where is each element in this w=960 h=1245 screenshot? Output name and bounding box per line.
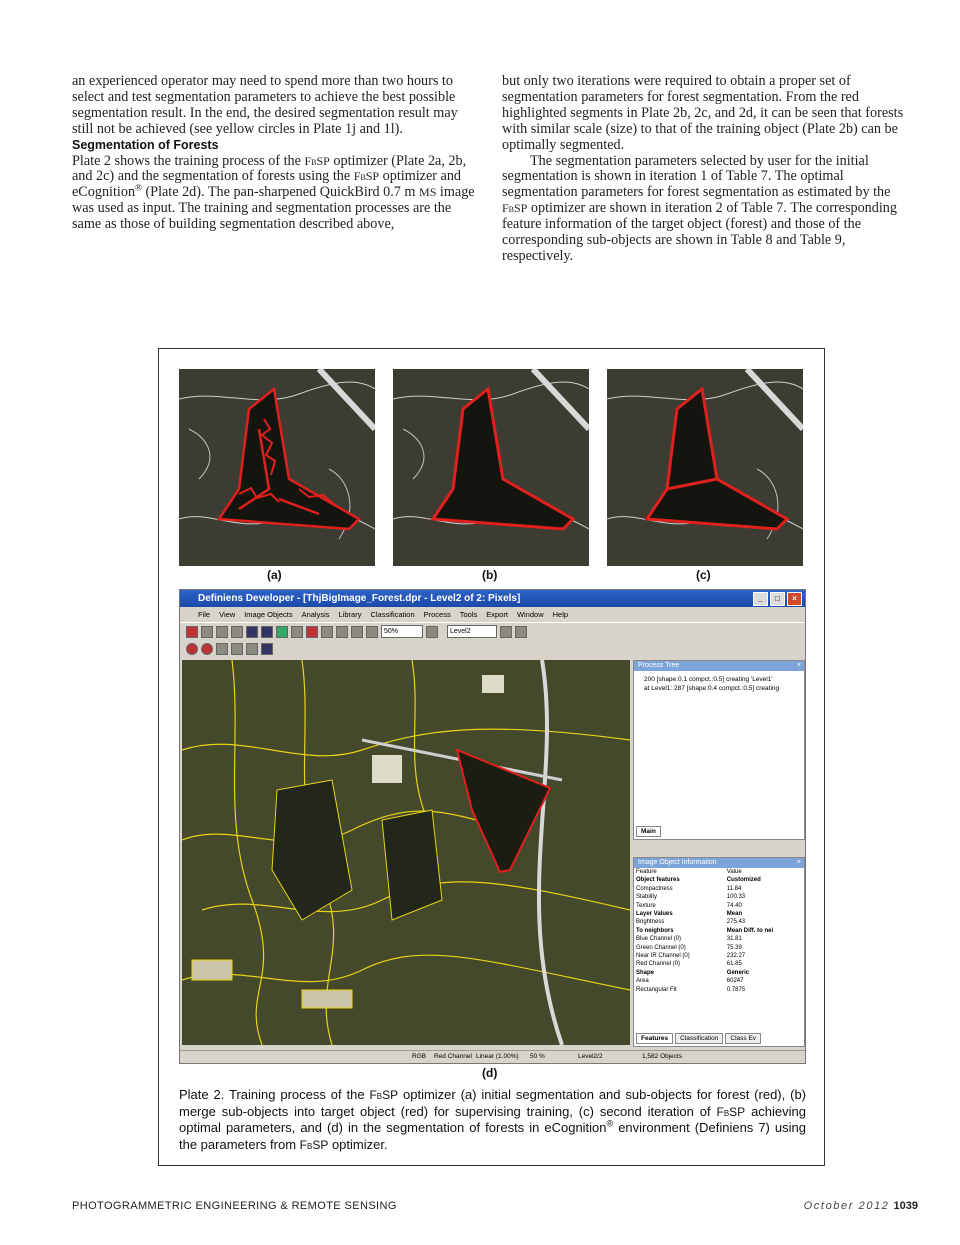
- status-stretch: Linear (1.00%): [476, 1053, 519, 1060]
- page-number: 1039: [893, 1200, 918, 1212]
- close-button[interactable]: ×: [787, 592, 802, 606]
- menu-view[interactable]: View: [219, 610, 236, 619]
- layer-icon[interactable]: [246, 626, 258, 638]
- stop-icon[interactable]: [186, 643, 198, 655]
- maximize-button[interactable]: □: [770, 592, 785, 606]
- right-column: [502, 74, 912, 265]
- tab-class-evaluation[interactable]: Class Ev: [725, 1033, 761, 1044]
- table-row[interactable]: Compactness 11.84: [636, 885, 742, 892]
- label-a: (a): [267, 568, 282, 582]
- section-heading: Segmentation of Forests: [72, 137, 219, 152]
- plate-caption: Plate 2. Training process of the FbSP optimizer (a) initial segmentation and sub-objects for forest (red), (b) merge sub-objects into target object (red) for supervising training, (c) second iteration of FbSP achieving optimal parameters, and (d) in the segmentation of forests in eCognition® environment (Definiens 7) using the parameters from FbSP optimizer.: [179, 1087, 807, 1152]
- secondary-toolbar: [180, 640, 805, 657]
- status-level: Level2/2: [578, 1053, 603, 1060]
- hand-icon[interactable]: [336, 626, 348, 638]
- menu-window[interactable]: Window: [516, 610, 544, 619]
- menu-process[interactable]: Process: [423, 610, 451, 619]
- process-row[interactable]: 200 [shape:0.1 compct.:0.5] creating 'Level1': [644, 676, 773, 683]
- open-icon[interactable]: [186, 626, 198, 638]
- right-paragraph-1: but only two iterations were required to obtain a proper set of segmentation parameters for forest segmentation. From the red highlighted segments in Plate 2b, 2c, and 2d, it can be seen that forests with similar scale (size) to that of the training object (Plate 2b) can be optimally segmented.: [502, 73, 904, 153]
- table-row[interactable]: Texture 74.40: [636, 902, 742, 909]
- minimize-button[interactable]: _: [753, 592, 768, 606]
- status-channel: Red Channel: [434, 1053, 472, 1060]
- undo-icon[interactable]: [216, 643, 228, 655]
- table-row[interactable]: To neighbors Mean Diff. to nei: [636, 927, 774, 934]
- definiens-window: [179, 589, 806, 1064]
- table-row[interactable]: Object features Customized: [636, 877, 761, 884]
- level-select[interactable]: Level2: [447, 625, 497, 638]
- menu-analysis[interactable]: Analysis: [301, 610, 330, 619]
- process-tree-panel: [633, 660, 805, 840]
- zoom-select[interactable]: 50%: [381, 625, 423, 638]
- view-icon[interactable]: [306, 626, 318, 638]
- status-zoom: 50 %: [530, 1053, 545, 1060]
- table-row[interactable]: Brightness 275.43: [636, 919, 746, 926]
- menu-export[interactable]: Export: [486, 610, 508, 619]
- issue-date: October 2012: [803, 1200, 890, 1212]
- class-icon[interactable]: [276, 626, 288, 638]
- save-icon[interactable]: [201, 626, 213, 638]
- plate-image-c: [607, 369, 803, 566]
- table-row[interactable]: Shape Generic: [636, 969, 750, 976]
- main-toolbar: [180, 622, 805, 640]
- info-panel-title: Image Object Information: [638, 859, 717, 866]
- arrow-up-icon[interactable]: [515, 626, 527, 638]
- fit-icon[interactable]: [426, 626, 438, 638]
- col-value: Value: [726, 869, 742, 875]
- table-header: [634, 868, 804, 876]
- table-row[interactable]: Near IR Channel (0) 232.27: [636, 953, 746, 960]
- table-row[interactable]: Stability 100.33: [636, 894, 746, 901]
- left-column: [72, 74, 482, 233]
- select-icon[interactable]: [321, 626, 333, 638]
- label-d: (d): [482, 1066, 498, 1080]
- close-icon[interactable]: ×: [796, 859, 801, 866]
- info-icon[interactable]: [201, 643, 213, 655]
- table-row[interactable]: Blue Channel (0) 31.81: [636, 936, 742, 943]
- process-tree-title: Process Tree: [638, 662, 680, 669]
- image-viewer[interactable]: [182, 660, 630, 1045]
- zoom-out-icon[interactable]: [366, 626, 378, 638]
- menu-image-objects[interactable]: Image Objects: [244, 610, 293, 619]
- grid-icon[interactable]: [261, 626, 273, 638]
- table-row[interactable]: Green Channel (0) 75.39: [636, 944, 742, 951]
- left-paragraph-2: Plate 2 shows the training process of the FbSP optimizer (Plate 2a, 2b, and 2c) and the segmentation of forests using the FbSP optimizer and eCognition® (Plate 2d). The pan-sharpened QuickBird 0.7 m MS image was used as input. The training and segmentation processes are the same as those of building segmentation described above,: [72, 152, 475, 233]
- status-objects: 1,582 Objects: [642, 1053, 683, 1060]
- left-paragraph-1: an experienced operator may need to spend more than two hours to select and test segmentation parameters to achieve the best possible segmentation result. In the end, the desired segmentation result may still not be achieved (see yellow circles in Plate 1j and 1l).: [72, 73, 458, 137]
- feature-table: [634, 868, 804, 994]
- arrow-down-icon[interactable]: [500, 626, 512, 638]
- process-row[interactable]: at Level1: 287 [shape:0.4 compct.:0.5] creating: [644, 685, 780, 692]
- window-title: Definiens Developer - [ThjBigImage_Forest.dpr - Level2 of 2: Pixels]: [198, 593, 521, 604]
- plate-figure: [158, 348, 825, 1166]
- table-row[interactable]: Rectangular Fit 0.7875: [636, 986, 746, 993]
- copy-icon[interactable]: [216, 626, 228, 638]
- table-row[interactable]: Red Channel (0) 61.85: [636, 961, 742, 968]
- table-row[interactable]: Area 60247: [636, 978, 744, 985]
- menu-classification[interactable]: Classification: [370, 610, 415, 619]
- table-row[interactable]: Layer Values Mean: [636, 911, 743, 918]
- tab-classification[interactable]: Classification: [675, 1033, 723, 1044]
- window-titlebar: [180, 590, 805, 607]
- close-icon[interactable]: ×: [796, 662, 801, 669]
- menu-library[interactable]: Library: [338, 610, 362, 619]
- journal-name: PHOTOGRAMMETRIC ENGINEERING & REMOTE SENSING: [72, 1200, 397, 1212]
- zoom-in-icon[interactable]: [351, 626, 363, 638]
- status-mode: RGB: [412, 1053, 427, 1060]
- menu-bar: [180, 607, 805, 622]
- outline-icon[interactable]: [291, 626, 303, 638]
- tab-features[interactable]: Features: [636, 1033, 673, 1044]
- label-c: (c): [696, 568, 711, 582]
- col-feature: Feature: [636, 869, 657, 875]
- image-object-info-panel: [633, 857, 805, 1047]
- tool-icon[interactable]: [246, 643, 258, 655]
- status-bar: [180, 1050, 805, 1063]
- right-paragraph-2: The segmentation parameters selected by user for the initial segmentation is shown in iteration 1 of Table 7. The optimal segmentation parameters for forest segmentation as estimated by the FbSP optimizer are shown in iteration 2 of Table 7. The corresponding feature information of the target object (forest) and those of the corresponding sub-objects are shown in Table 8 and Table 9, respectively.: [502, 152, 897, 264]
- chart-icon[interactable]: [261, 643, 273, 655]
- label-b: (b): [482, 568, 498, 582]
- plate-image-a: [179, 369, 375, 566]
- tab-main[interactable]: Main: [636, 826, 661, 837]
- paste-icon[interactable]: [231, 626, 243, 638]
- menu-help[interactable]: Help: [552, 610, 569, 619]
- menu-file[interactable]: File: [198, 610, 211, 619]
- redo-icon[interactable]: [231, 643, 243, 655]
- menu-tools[interactable]: Tools: [459, 610, 478, 619]
- plate-image-b: [393, 369, 589, 566]
- page-footer: [804, 1200, 918, 1212]
